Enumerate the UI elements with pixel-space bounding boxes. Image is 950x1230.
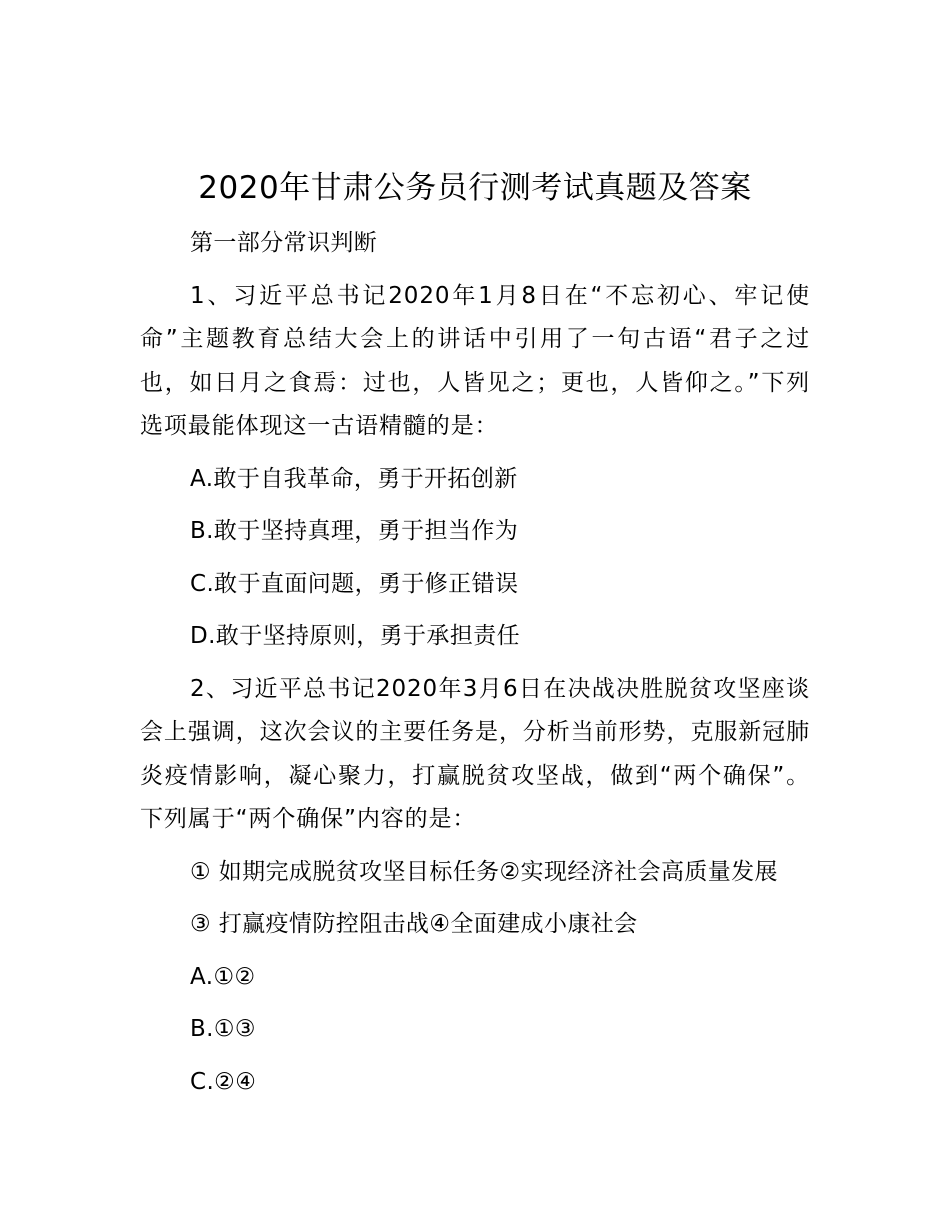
question-1-text: 1、习近平总书记2020年1月8日在“不忘初心、牢记使命”主题教育总结大会上的讲话中引用了一句古语“君子之过也，如日月之食焉：过也，人皆见之；更也，人皆仰之。”下列选项最能体现这一古语精髓的是： xyxy=(140,282,810,439)
document-title: 2020年甘肃公务员行测考试真题及答案 xyxy=(198,170,752,206)
question-1-option-d: D.敢于坚持原则，勇于承担责任 xyxy=(190,623,521,649)
question-2-option-a: A.①② xyxy=(190,963,256,990)
question-1-option-b: B.敢于坚持真理，勇于担当作为 xyxy=(190,518,519,544)
document-body xyxy=(140,222,810,1113)
question-1-option-a: A.敢于自我革命，勇于开拓创新 xyxy=(190,465,518,492)
question-2-item-1: ① 如期完成脱贫攻坚目标任务②实现经济社会高质量发展 xyxy=(190,858,778,885)
question-2-text: 2、习近平总书记2020年3月6日在决战决胜脱贫攻坚座谈会上强调，这次会议的主要任务是，分析当前形势，克服新冠肺炎疫情影响，凝心聚力，打赢脱贫攻坚战，做到“两个确保”。下列属于“两个确保”内容的是： xyxy=(140,675,810,832)
question-1-option-c: C.敢于直面问题，勇于修正错误 xyxy=(190,570,519,597)
section-heading: 第一部分常识判断 xyxy=(190,230,378,256)
question-2-option-c: C.②④ xyxy=(190,1068,257,1095)
question-2-option-b: B.①③ xyxy=(190,1016,256,1042)
question-2-item-2: ③ 打赢疫情防控阻击战④全面建成小康社会 xyxy=(190,911,638,937)
